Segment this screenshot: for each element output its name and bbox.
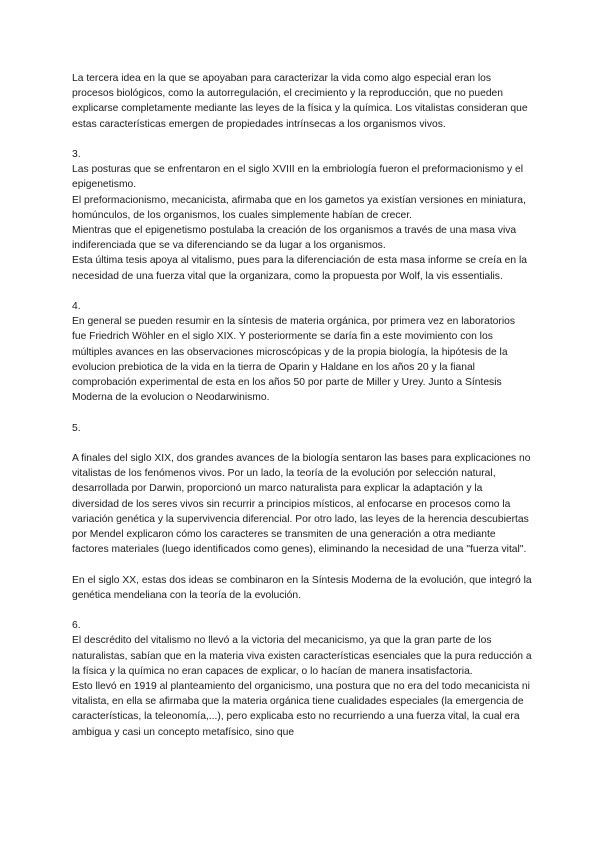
section-6-number: 6. — [72, 620, 81, 632]
section-3-paragraph-3: Mientras que el epigenetismo postulaba la creación de los organismos a través de una masa viva indiferenciada que se va diferenciando se da lugar a los organismos. — [72, 225, 517, 252]
section-3-paragraph-2: El preformacionismo, mecanicista, afirmaba que en los gametos ya existían versiones en miniatura, homúnculos, de los organismos, los cuales simplemente habían de crecer. — [72, 194, 526, 221]
paragraph-gap — [72, 284, 532, 299]
section-6-paragraph-2: Esto llevó en 1919 al planteamiento del organicismo, una postura que no era del todo mecanicista ni vitalista, en ella se afirmaba que la materia orgánica tiene cualidades especiales (la emergencia de características, la teleonomía,...), pero explicaba esto no recurriendo a una fuerza vital, la cual era ambigua y casi un concepto metafísico, sino que — [72, 681, 530, 738]
section-3-paragraph-4: Esta última tesis apoya al vitalismo, pues para la diferenciación de esta masa informe se creía en la necesidad de una fuerza vital que la organizara, como la propuesta por Wolf, la vis essentialis. — [72, 255, 528, 282]
document-page — [72, 71, 532, 740]
paragraph-gap — [72, 603, 532, 618]
section-6-paragraph-1: El descrédito del vitalismo no llevó a la victoria del mecanicismo, ya que la gran parte de los naturalistas, sabían que en la materia viva existen características esenciales que la pura reducción a la física y la química no eran capaces de explicar, o lo hacían de manera insatisfactoria. — [72, 635, 532, 677]
intro-paragraph: La tercera idea en la que se apoyaban para caracterizar la vida como algo especial eran los procesos biológicos, como la autorregulación, el crecimiento y la reproducción, que no pueden explicarse completamente mediante las leyes de la física y la química. Los vitalistas consideran que estas características emergen de propiedades intrínsecas a los organismos vivos. — [72, 73, 528, 130]
section-5-paragraph-2: En el siglo XX, estas dos ideas se combinaron en la Síntesis Moderna de la evolución, que integró la genética mendeliana con la teoría de la evolución. — [72, 574, 532, 601]
section-5-number: 5. — [72, 422, 81, 434]
section-4-paragraph-1: En general se pueden resumir en la síntesis de materia orgánica, por primera vez en laboratorios fue Friedrich Wöhler en el siglo XIX. Y posteriormente se daría fin a este movimiento con los múltiples avances en las observaciones microscópicas y de la propia biología, la hipótesis de la evolucion prebiotica de la vida en la tierra de Oparin y Haldane en los años 20 y la fianal comprobación experimental de esta en los años 50 por parte de Miller y Urey. Junto a Síntesis Moderna de la evolucion o Neodarwinismo. — [72, 316, 516, 404]
paragraph-gap — [72, 436, 532, 451]
section-4-number: 4. — [72, 301, 81, 313]
paragraph-gap — [72, 132, 532, 147]
paragraph-gap — [72, 405, 532, 420]
section-5-paragraph-1: A finales del siglo XIX, dos grandes avances de la biología sentaron las bases para explicaciones no vitalistas de los fenómenos vivos. Por un lado, la teoría de la evolución por selección natural, desarrollada por Darwin, proporcionó un marco naturalista para explicar la adaptación y la diversidad de los seres vivos sin recurrir a principios místicos, al enfocarse en procesos como la variación genética y la supervivencia diferencial. Por otro lado, las leyes de la herencia descubiertas por Mendel explicaron cómo los caracteres se transmiten de una generación a otra mediante factores materiales (luego identificados como genes), eliminando la necesidad de una "fuerza vital". — [72, 453, 531, 556]
paragraph-gap — [72, 557, 532, 572]
section-3-number: 3. — [72, 149, 81, 160]
section-3-paragraph-1: Las posturas que se enfrentaron en el siglo XVIII en la embriología fueron el preformacionismo y el epigenetismo. — [72, 164, 524, 191]
